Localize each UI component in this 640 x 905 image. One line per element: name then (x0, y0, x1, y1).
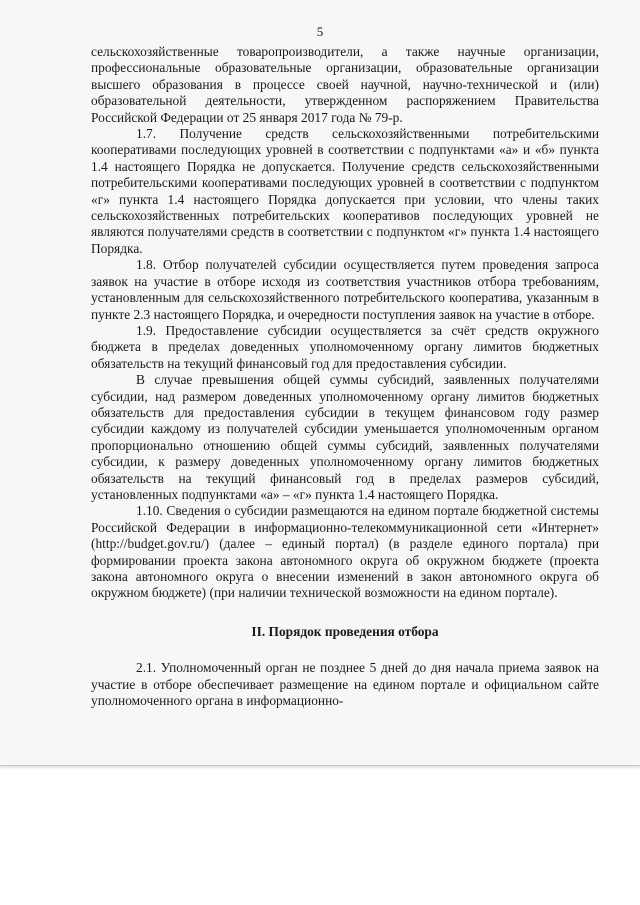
paragraph-1-8: 1.8. Отбор получателей субсидии осуществляется путем проведения запроса заявок на участие в отборе исходя из соответствия участников отбора требованиям, установленным для сельскохозяйственного потребительского кооператива, указанным в пункте 2.3 настоящего Порядка, и очередности поступления заявок на участие в отборе. (91, 257, 599, 322)
paragraph-2-1: 2.1. Уполномоченный орган не позднее 5 дней до дня начала приема заявок на участие в отборе обеспечивает размещение на едином портале и официальном сайте уполномоченного органа в информационно- (91, 660, 599, 709)
paragraph-continuation: сельскохозяйственные товаропроизводители, а также научные организации, профессиональные образовательные организации, образовательные организации высшего образования в процессе своей научной, научно-технической и (или) образовательной деятельности, утвержденном распоряжением Правительства Российской Федерации от 25 января 2017 года № 79-р. (91, 44, 599, 125)
paragraph-1-9-excess: В случае превышения общей суммы субсидий, заявленных получателями субсидии, над размером доведенных уполномоченному органу лимитов бюджетных обязательств для предоставления субсидии в текущем финансовом году размер субсидии каждому из получателей субсидии уменьшается уполномоченным органом пропорционально отношению общей суммы субсидий, заявленных получателями субсидии, к размеру доведенных уполномоченному органу лимитов бюджетных обязательств на текущий финансовый год в пределах размеров субсидий, установленных подпунктами «а» – «г» пункта 1.4 настоящего Порядка. (91, 372, 599, 502)
page-number: 5 (316, 24, 324, 39)
paragraph-1-10: 1.10. Сведения о субсидии размещаются на едином портале бюджетной системы Российской Федерации в информационно-телекоммуникационной сети «Интернет» (http://budget.gov.ru/) (далее – единый портал) (в разделе единого портала) при формировании проекта закона автономного округа об окружном бюджете (проекта закона автономного округа о внесении изменений в закон автономного округа об окружном бюджете) (при наличии технической возможности на едином портале). (91, 503, 599, 601)
document-body (91, 44, 599, 709)
paragraph-1-9: 1.9. Предоставление субсидии осуществляется за счёт средств окружного бюджета в пределах доведенных уполномоченному органу лимитов бюджетных обязательств на текущий финансовый год для предоставления субсидии. (91, 322, 599, 371)
paragraph-1-7: 1.7. Получение средств сельскохозяйственными потребительскими кооперативами последующих уровней в соответствии с подпунктами «а» и «б» пункта 1.4 настоящего Порядка не допускается. Получение средств сельскохозяйственными потребительскими кооперативами последующих уровней в соответствии с подпунктом «г» пункта 1.4 настоящего Порядка допускается при условии, что члены таких сельскохозяйственных потребительских кооперативов последующих уровней не являются получателями средств в соответствии с подпунктом «г» пункта 1.4 настоящего Порядка. (91, 126, 599, 256)
section-heading: II. Порядок проведения отбора (251, 623, 439, 639)
